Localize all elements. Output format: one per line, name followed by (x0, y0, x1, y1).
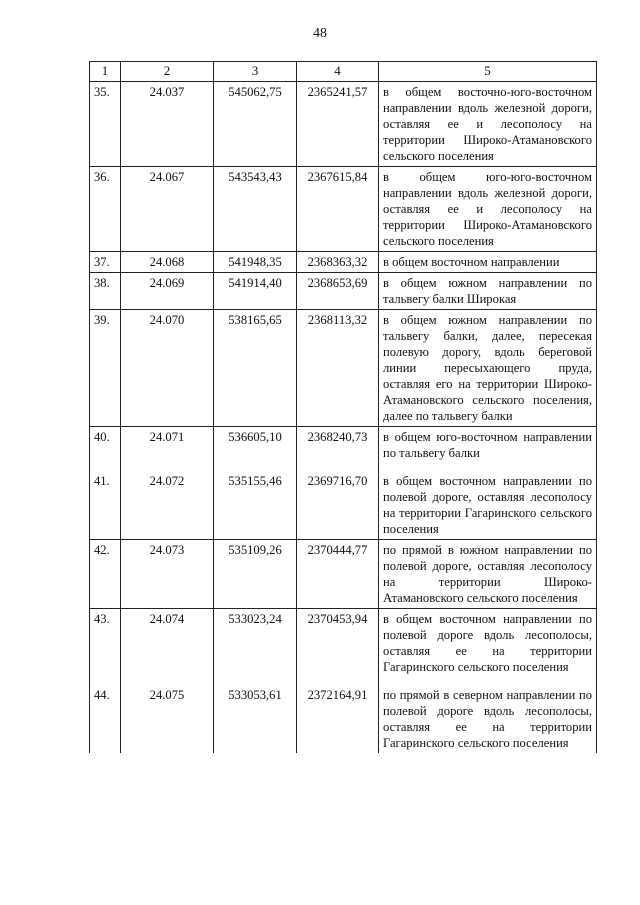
page-number: 48 (313, 26, 327, 41)
row-number: 36. (90, 167, 121, 252)
boundary-description-table (89, 61, 597, 753)
row-number: 37. (90, 252, 121, 273)
coordinate-x: 533023,24 (214, 609, 297, 678)
header-cell-5: 5 (379, 62, 597, 82)
row-number: 43. (90, 609, 121, 678)
row-number: 42. (90, 540, 121, 609)
boundary-description: по прямой в северном направлении по полевой дороге вдоль лесополосы, оставляя ее на территории Гагаринского сельского поселения (379, 685, 597, 753)
row-number: 40. (90, 427, 121, 464)
boundary-description: в общем восточном направлении по полевой дороге, оставляя лесополосу на территории Гагаринского сельского поселения (379, 471, 597, 540)
point-code: 24.073 (121, 540, 214, 609)
table-row (90, 471, 597, 540)
coordinate-y: 2368653,69 (297, 273, 379, 310)
boundary-description: в общем юго-восточном направлении по тальвегу балки (379, 427, 597, 464)
header-cell-3: 3 (214, 62, 297, 82)
boundary-description: в общем южном направлении по тальвегу балки, далее, пересекая полевую дорогу, вдоль береговой линии пересыхающего пруда, оставляя его на территории Широко-Атамановского сельского поселения, далее по тальвегу балки (379, 310, 597, 427)
row-number: 39. (90, 310, 121, 427)
coordinate-x: 541948,35 (214, 252, 297, 273)
coordinate-y: 2372164,91 (297, 685, 379, 753)
point-code: 24.075 (121, 685, 214, 753)
table-row (90, 310, 597, 427)
coordinate-x: 536605,10 (214, 427, 297, 464)
page-break-gap (90, 463, 597, 471)
table-row (90, 273, 597, 310)
boundary-description: в общем южном направлении по тальвегу балки Широкая (379, 273, 597, 310)
header-cell-4: 4 (297, 62, 379, 82)
point-code: 24.074 (121, 609, 214, 678)
coordinate-y: 2370453,94 (297, 609, 379, 678)
point-code: 24.072 (121, 471, 214, 540)
coordinate-x: 543543,43 (214, 167, 297, 252)
point-code: 24.071 (121, 427, 214, 464)
coordinate-x: 538165,65 (214, 310, 297, 427)
table-row (90, 167, 597, 252)
table-header-row (90, 62, 597, 82)
table-row (90, 685, 597, 753)
coordinate-x: 535155,46 (214, 471, 297, 540)
header-cell-2: 2 (121, 62, 214, 82)
point-code: 24.069 (121, 273, 214, 310)
table-row (90, 427, 597, 464)
coordinate-y: 2368363,32 (297, 252, 379, 273)
point-code: 24.037 (121, 82, 214, 167)
coordinate-y: 2368113,32 (297, 310, 379, 427)
row-number: 35. (90, 82, 121, 167)
boundary-description: в общем восточном направлении (379, 252, 597, 273)
coordinate-y: 2368240,73 (297, 427, 379, 464)
boundary-description: в общем восточно-юго-восточном направлении вдоль железной дороги, оставляя ее и лесополосу на территории Широко-Атамановского сельского поселения (379, 82, 597, 167)
header-cell-1: 1 (90, 62, 121, 82)
coordinate-y: 2365241,57 (297, 82, 379, 167)
row-number: 38. (90, 273, 121, 310)
point-code: 24.070 (121, 310, 214, 427)
coordinate-x: 533053,61 (214, 685, 297, 753)
boundary-description: в общем восточном направлении по полевой дороге вдоль лесополосы, оставляя ее на территории Гагаринского сельского поселения (379, 609, 597, 678)
coordinate-x: 541914,40 (214, 273, 297, 310)
row-number: 41. (90, 471, 121, 540)
boundary-description: в общем юго-юго-восточном направлении вдоль железной дороги, оставляя ее и лесополосу на территории Широко-Атамановского сельского поселения (379, 167, 597, 252)
point-code: 24.067 (121, 167, 214, 252)
boundary-description: по прямой в южном направлении по полевой дороге, оставляя лесополосу на территории Широко-Атамановского сельского поселения (379, 540, 597, 609)
coordinate-y: 2370444,77 (297, 540, 379, 609)
row-number: 44. (90, 685, 121, 753)
table-row (90, 540, 597, 609)
table-row (90, 252, 597, 273)
point-code: 24.068 (121, 252, 214, 273)
coordinate-y: 2367615,84 (297, 167, 379, 252)
coordinate-x: 545062,75 (214, 82, 297, 167)
coordinate-y: 2369716,70 (297, 471, 379, 540)
table-row (90, 609, 597, 678)
coordinate-x: 535109,26 (214, 540, 297, 609)
table-row (90, 82, 597, 167)
page-break-gap (90, 677, 597, 685)
